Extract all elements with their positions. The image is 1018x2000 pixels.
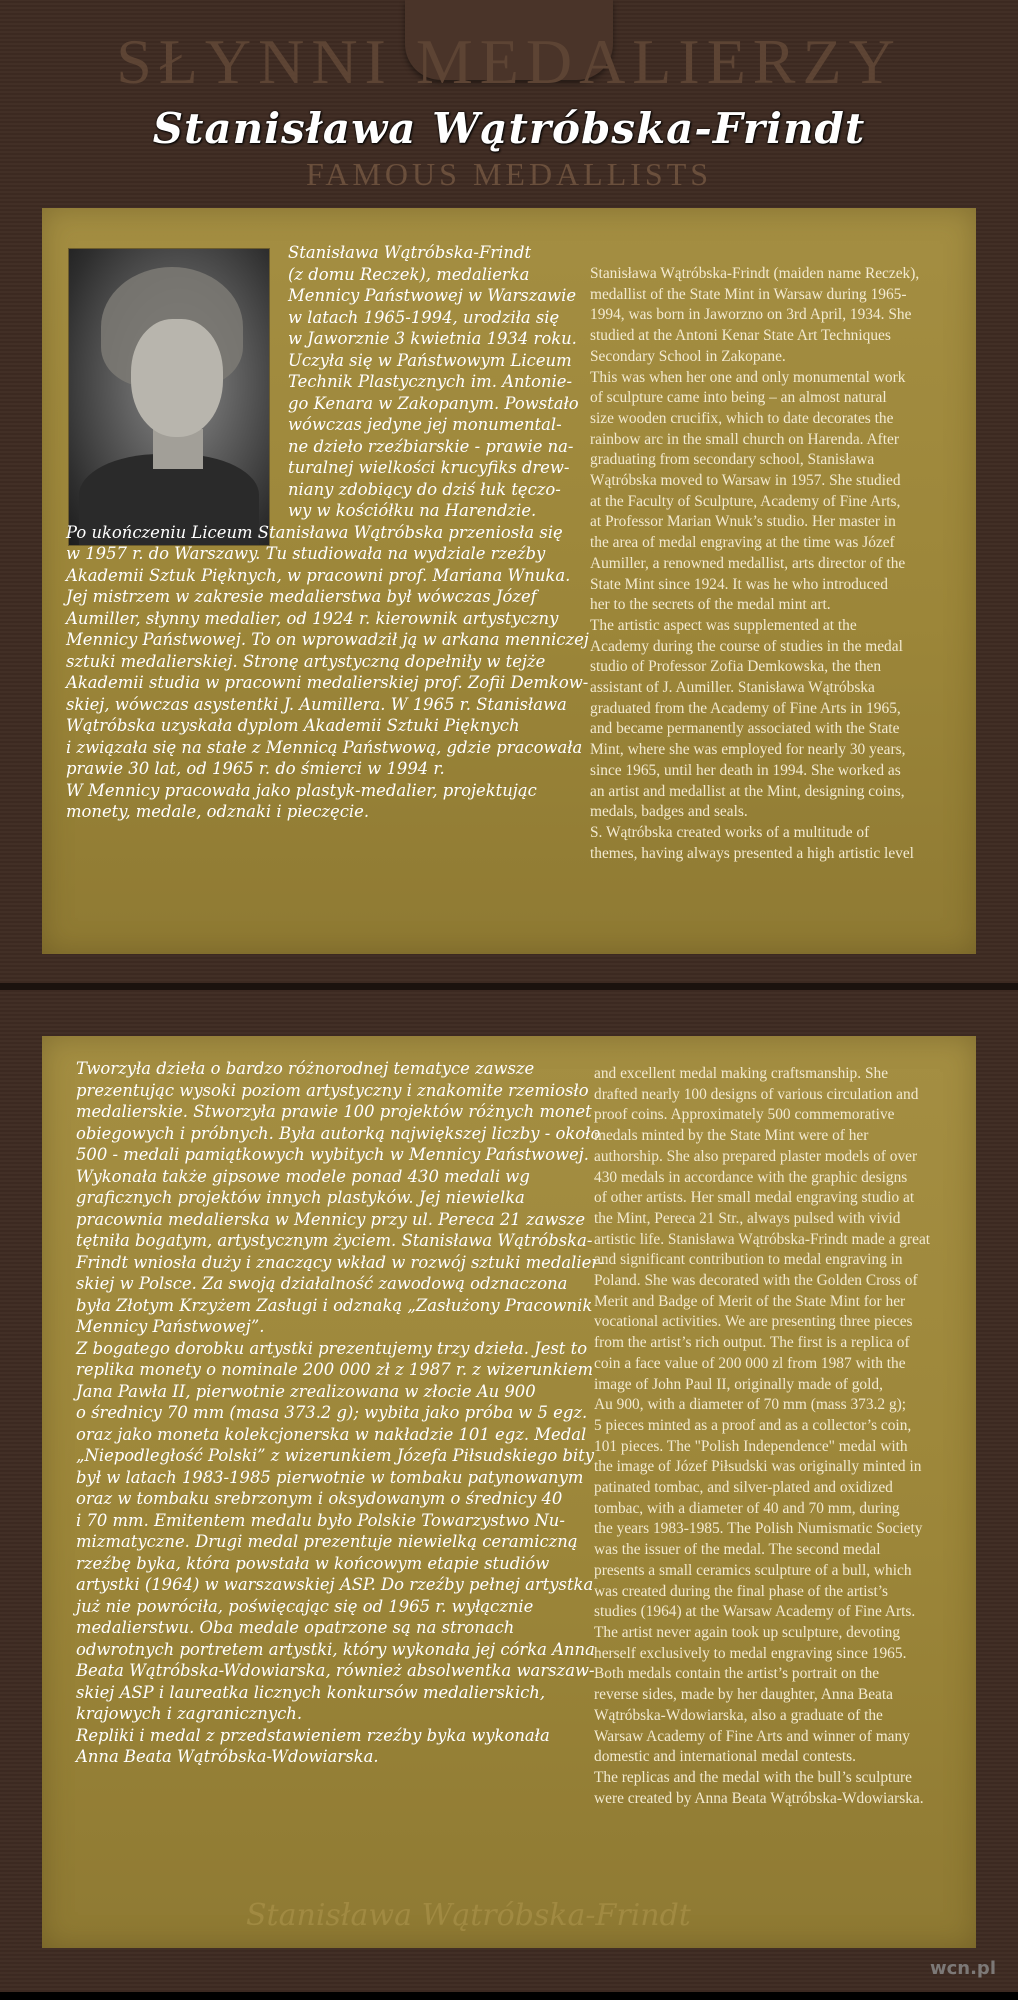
polish-text-line: w latach 1965-1994, urodziła się [288, 307, 560, 327]
watermark: wcn.pl [929, 1958, 996, 1979]
english-text-line: proof coins. Approximately 500 commemorative [594, 1106, 895, 1124]
polish-text-line: ne dzieło rzeźbiarskie - prawie na- [288, 436, 574, 456]
english-text-line: of other artists. Her small medal engraving studio at [594, 1189, 915, 1207]
english-text-line: the Mint, Pereca 21 Str., always pulsed with vivid [594, 1209, 901, 1227]
english-text-line: medals, badges and seals. [590, 803, 748, 821]
english-text-line: coin a face value of 200 000 zl from 1987 with the [594, 1354, 906, 1372]
polish-text-line: pracownia medalierska w Mennicy przy ul. Pereca 21 zawsze [76, 1209, 586, 1229]
english-text-line: were created by Anna Beata Wątróbska-Wdowiarska. [594, 1789, 924, 1807]
polish-text-line: oraz jako moneta kolekcjonerska w nakładzie 101 egz. Medal [76, 1424, 587, 1444]
english-text-line: was the issuer of the medal. The second medal [594, 1541, 881, 1559]
polish-text-line: „Niepodległość Polski” z wizerunkiem Józefa Piłsudskiego bity [76, 1446, 595, 1465]
english-text-line: Poland. She was decorated with the Golden Cross of [594, 1272, 918, 1290]
polish-text-line: krajowych i zagranicznych. [76, 1704, 303, 1723]
english-text-column [594, 1064, 930, 1809]
polish-text-line: Anna Beata Wątróbska-Wdowiarska. [76, 1747, 379, 1766]
english-text-line: her to the secrets of the medal mint art. [590, 596, 831, 614]
polish-text-line: graficznych projektów innych plastyków. Jej niewielka [76, 1188, 525, 1207]
english-text-line: the years 1983-1985. The Polish Numismatic Society [594, 1520, 923, 1538]
polish-text-line: 500 - medali pamiątkowych wybitych w Mennicy Państwowej. [76, 1145, 589, 1164]
english-text-line: The artist never again took up sculpture, devoting [594, 1623, 901, 1641]
english-text-line: size wooden crucifix, which to date decorates the [590, 409, 894, 427]
polish-text-line: (z domu Reczek), medalierka [288, 264, 530, 284]
english-text-line: domestic and international medal contests. [594, 1748, 856, 1766]
english-text-line: graduating from secondary school, Stanisława [590, 451, 875, 469]
english-text-line: Secondary School in Zakopane. [590, 347, 786, 365]
english-text-line: The artistic aspect was supplemented at the [590, 616, 857, 634]
english-text-line: and excellent medal making craftsmanship. She [594, 1065, 889, 1082]
english-text-line: Academy during the course of studies in the medal [590, 637, 903, 655]
polish-text-line: tętniła bogatym, artystycznym życiem. Stanisława Wątróbska- [76, 1231, 593, 1250]
english-text-line: tombac, with a diameter of 40 and 70 mm, during [594, 1499, 900, 1517]
english-text-line: Au 900, with a diameter of 70 mm (mass 373.2 g); [594, 1396, 907, 1414]
english-text-line: studio of Professor Zofia Demkowska, the then [590, 658, 882, 676]
polish-text-line: Repliki i medal z przedstawieniem rzeźby byka wykonała [76, 1725, 550, 1745]
polish-text-line: Jej mistrzem w zakresie medalierstwa był wówczas Józef [66, 587, 537, 606]
polish-text-line: Stanisława Wątróbska-Frindt [288, 243, 532, 262]
english-text-line: of sculpture came into being – an almost natural [590, 389, 887, 407]
polish-text-full-width [66, 522, 589, 823]
polish-text-line: go Kenara w Zakopanym. Powstało [288, 393, 579, 413]
polish-text-line: w 1957 r. do Warszawy. Tu studiowała na wydziale rzeźby [66, 544, 546, 563]
english-text-line: Both medals contain the artist’s portrait on the [594, 1665, 880, 1683]
artist-portrait-photo [68, 248, 270, 546]
biography-card-1 [42, 208, 976, 954]
polish-text-line: mizmatyczne. Drugi medal prezentuje niewielką ceramiczną [76, 1532, 578, 1551]
english-text-line: Stanisława Wątróbska-Frindt (maiden name Reczek), [590, 265, 920, 282]
english-text-line: Mint, where she was employed for nearly 30 years, [590, 741, 906, 759]
polish-text-line: już nie powróciła, poświęcając się od 1965 r. wyłącznie [76, 1596, 534, 1616]
polish-text-line: Mennicy Państwowej”. [76, 1317, 265, 1336]
english-text-line: medals minted by the State Mint were of her [594, 1127, 869, 1145]
english-text-line: presents a small ceramics sculpture of a bull, which [594, 1561, 912, 1579]
english-text-line: 1994, was born in Jaworzno on 3rd April, 1934. She [590, 306, 912, 324]
biography-card-2 [42, 1036, 976, 1948]
english-text-line: studied at the Antoni Kenar State Art Techniques [590, 327, 891, 345]
english-text-line: since 1965, until her death in 1994. She worked as [590, 761, 901, 779]
polish-text-line: Mennicy Państwowej. To on wprowadził ją w arkana menniczej [66, 630, 589, 649]
english-text-line: S. Wątróbska created works of a multitude of [590, 823, 870, 841]
english-text-line: State Mint since 1924. It was he who introduced [590, 575, 888, 593]
artist-signature: Stanisława Wątróbska-Frindt [246, 1898, 691, 1933]
english-text-line: graduated from the Academy of Fine Arts in 1965, [590, 699, 901, 717]
polish-text-line: sztuki medalierskiej. Stronę artystyczną dopełniły w tejże [66, 651, 546, 671]
english-text-line: an artist and medallist at the Mint, designing coins, [590, 782, 905, 800]
english-text-line: studies (1964) at the Warsaw Academy of Fine Arts. [594, 1603, 916, 1621]
artist-name: Stanisława Wątróbska-Frindt [152, 104, 866, 153]
polish-text-line: w Jaworznie 3 kwietnia 1934 roku. [288, 329, 577, 348]
english-text-column [590, 264, 919, 864]
english-text-line: patinated tombac, and silver-plated and oxidized [594, 1479, 893, 1497]
polish-text-line: Beata Wątróbska-Wdowiarska, również absolwentka warszaw- [76, 1661, 595, 1680]
polish-text-line: Wątróbska uzyskała dyplom Akademii Sztuki Pięknych [66, 716, 520, 735]
fold-divider [0, 983, 1018, 990]
polish-text-line: replika monety o nominale 200 000 zł z 1987 r. z wizerunkiem [76, 1360, 594, 1379]
polish-text-line: i związała się na stałe z Mennicą Państwową, gdzie pracowała [66, 737, 583, 757]
english-text-line: 5 pieces minted as a proof and as a collector’s coin, [594, 1416, 912, 1434]
english-text-line: This was when her one and only monumental work [590, 368, 906, 386]
polish-text-line: był w latach 1983-1985 pierwotnie w tombaku patynowanym [76, 1467, 584, 1487]
english-text-line: at the Faculty of Sculpture, Academy of Fine Arts, [590, 492, 901, 510]
english-text-line: vocational activities. We are presenting three pieces [594, 1313, 913, 1331]
polish-text-line: Frindt wniosła duży i znaczący wkład w rozwój sztuki medalier- [76, 1252, 605, 1272]
english-text-line: Merit and Badge of Merit of the State Mint for her [594, 1292, 906, 1310]
english-text-line: and significant contribution to medal engraving in [594, 1251, 903, 1269]
polish-text-line: turalnej wielkości krucyfiks drew- [288, 458, 570, 477]
english-text-line: The replicas and the medal with the bull’s sculpture [594, 1768, 912, 1786]
english-text-line: 101 pieces. The "Polish Independence" medal with [594, 1437, 908, 1455]
polish-text-line: prawie 30 lat, od 1965 r. do śmierci w 1994 r. [66, 759, 445, 778]
polish-text-line: Uczyła się w Państwowym Liceum [288, 350, 572, 370]
english-text-line: from the artist’s rich output. The first is a replica of [594, 1334, 910, 1352]
polish-text-line: wy w kościółku na Harendzie. [288, 501, 537, 520]
polish-text-line: niany zdobiący do dziś łuk tęczo- [288, 479, 561, 499]
english-text-line: 430 medals in accordance with the graphic designs [594, 1168, 908, 1186]
series-title: SŁYNNI MEDALIERZY [116, 26, 902, 97]
polish-text-column [76, 1058, 605, 1768]
english-text-line: the image of Józef Piłsudski was originally minted in [594, 1458, 922, 1476]
polish-text-line: Wykonała także gipsowe modele ponad 430 medali wg [76, 1166, 530, 1186]
english-text-line: authorship. She also prepared plaster models of over [594, 1147, 918, 1165]
polish-text-line: Z bogatego dorobku artystki prezentujemy trzy dzieła. Jest to [76, 1338, 588, 1358]
polish-text-line: Akademii Sztuk Pięknych, w pracowni prof. Mariana Wnuka. [66, 565, 571, 585]
polish-text-line: o średnicy 70 mm (masa 373.2 g); wybita jako próba w 5 egz. [76, 1403, 588, 1422]
english-text-line: Wątróbska moved to Warsaw in 1957. She studied [590, 472, 901, 490]
polish-text-line: Tworzyła dzieła o bardzo różnorodnej tematyce zawsze [76, 1059, 535, 1078]
english-text-line: and became permanently associated with the State [590, 720, 900, 738]
english-text-line: at Professor Marian Wnuk’s studio. Her master in [590, 513, 896, 531]
series-subtitle: FAMOUS MEDALLISTS [305, 156, 713, 192]
english-text-line: reverse sides, made by her daughter, Anna Beata [594, 1686, 893, 1704]
english-text-line: was created during the final phase of the artist’s [594, 1582, 889, 1600]
english-text-line: artistic life. Stanisława Wątróbska-Frindt made a great [594, 1230, 931, 1248]
polish-text-line: i 70 mm. Emitentem medalu było Polskie Towarzystwo Nu- [76, 1510, 565, 1530]
polish-text-line: Jana Pawła II, pierwotnie zrealizowana w złocie Au 900 [76, 1381, 536, 1401]
polish-text-line: monety, medale, odznaki i pieczęcie. [66, 802, 370, 821]
polish-text-line: skiej ASP i laureatka licznych konkursów medalierskich, [76, 1682, 546, 1702]
english-text-line: Wątróbska-Wdowiarska, also a graduate of the [594, 1706, 883, 1724]
polish-text-line: artystki (1964) w warszawskiej ASP. Do rzeźby pełnej artystka [76, 1575, 594, 1594]
english-text-line: themes, having always presented a high artistic level [590, 844, 914, 862]
polish-text-line: oraz w tombaku srebrzonym i oksydowanym o średnicy 40 [76, 1489, 563, 1508]
polish-text-line: obiegowych i próbnych. Była autorką największej liczby - około [76, 1123, 601, 1143]
polish-text-line: Technik Plastycznych im. Antonie- [288, 372, 573, 391]
polish-text-line: prezentując wysoki poziom artystyczny i znakomite rzemiosło [76, 1080, 589, 1100]
polish-text-line: medalierstwu. Oba medale opatrzone są na stronach [76, 1618, 515, 1637]
polish-text-line: Po ukończeniu Liceum Stanisława Wątróbska przeniosła się [66, 522, 563, 542]
polish-text-line: Mennicy Państwowej w Warszawie [288, 286, 577, 305]
polish-text-line: Aumiller, słynny medalier, od 1924 r. kierownik artystyczny [66, 608, 559, 628]
english-text-line: image of John Paul II, originally made of gold, [594, 1375, 883, 1393]
polish-text-line: W Mennicy pracowała jako plastyk-medalier, projektując [66, 780, 537, 800]
polish-text-line: rzeźbę byka, która powstała w końcowym etapie studiów [76, 1553, 550, 1573]
polish-text-line: skiej w Polsce. Za swoją działalność zawodową odznaczona [76, 1274, 568, 1293]
english-text-line: rainbow arc in the small church on Harenda. After [590, 430, 899, 448]
polish-text-line: wówczas jedyne jej monumental- [288, 415, 562, 434]
polish-text-column [288, 242, 579, 522]
english-text-line: drafted nearly 100 designs of various circulation and [594, 1085, 919, 1103]
english-text-line: medallist of the State Mint in Warsaw during 1965- [590, 285, 907, 303]
english-text-line: Warsaw Academy of Fine Arts and winner of many [594, 1727, 910, 1745]
english-text-line: the area of medal engraving at the time was Józef [590, 534, 895, 552]
polish-text-line: skiej, wówczas asystentki J. Aumillera. W 1965 r. Stanisława [66, 694, 567, 714]
english-text-line: herself exclusively to medal engraving since 1965. [594, 1644, 907, 1662]
english-text-line: Aumiller, a renowned medallist, arts director of the [590, 554, 906, 572]
polish-text-line: odwrotnych portretem artystki, który wykonała jej córka Anna [76, 1639, 595, 1659]
polish-text-line: medalierskie. Stworzyła prawie 100 projektów różnych monet [76, 1102, 592, 1121]
polish-text-line: Akademii studia w pracowni medalierskiej prof. Zofii Demkow- [66, 673, 589, 692]
polish-text-line: była Złotym Krzyżem Zasługi i odznaką „Zasłużony Pracownik [76, 1295, 593, 1315]
english-text-line: assistant of J. Aumiller. Stanisława Wątróbska [590, 679, 875, 697]
